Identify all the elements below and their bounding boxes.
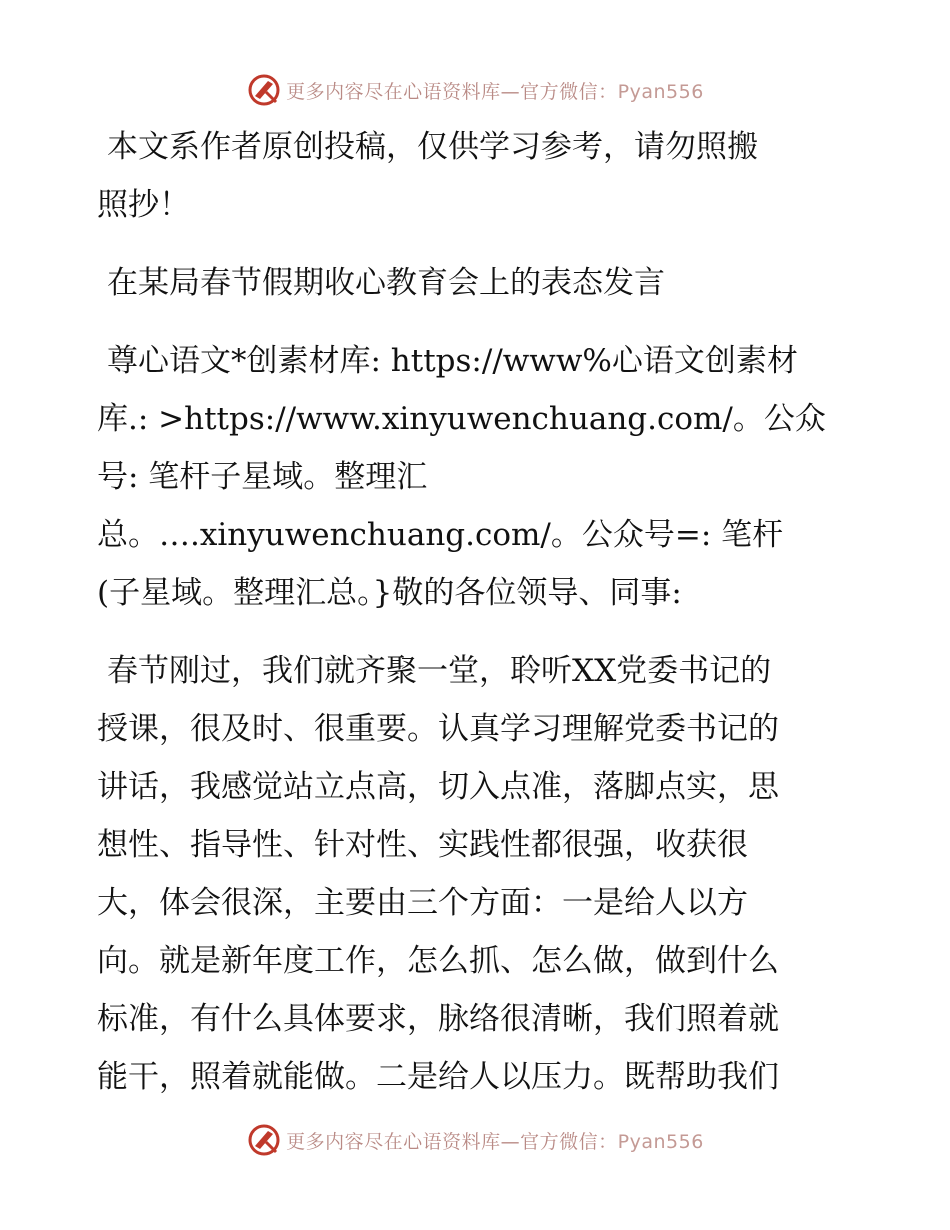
text-line: 向。就是新年度工作，怎么抓、怎么做，做到什么 <box>97 943 779 979</box>
text-line: 总。….xinyuwenchuang.com/。公众号=: 笔杆 <box>97 517 784 553</box>
text-line: 讲话，我感觉站立点高，切入点准，落脚点实，思 <box>97 769 779 805</box>
salutation-paragraph <box>97 332 857 622</box>
text-line: 号: 笔杆子星域。整理汇 <box>97 459 428 495</box>
footer-watermark-banner <box>0 1120 950 1160</box>
text-line: 标准，有什么具体要求，脉络很清晰，我们照着就 <box>97 1001 779 1037</box>
text-line: 库.: >https://www.xinyuwenchuang.com/。公众 <box>97 401 826 437</box>
text-line: 想性、指导性、针对性、实践性都很强，收获很 <box>97 827 748 863</box>
text-line: 尊心语文*创素材库: https://www%心语文创素材 <box>107 343 798 379</box>
banner-text: 更多内容尽在心语资料库—官方微信：Pyan556 <box>286 1130 704 1153</box>
logo-icon <box>246 1122 282 1158</box>
text-line: 照抄！ <box>97 187 190 223</box>
text-line: (子星域。整理汇总。}敬的各位领导、同事: <box>97 575 682 611</box>
document-body <box>97 118 857 1106</box>
text-line: 能干，照着就能做。二是给人以压力。既帮助我们 <box>97 1059 779 1095</box>
text-line: 大，体会很深，主要由三个方面：一是给人以方 <box>97 885 748 921</box>
text-line: 春节刚过，我们就齐聚一堂，聆听XX党委书记的 <box>107 653 772 689</box>
title-paragraph <box>97 254 857 312</box>
text-line: 授课，很及时、很重要。认真学习理解党委书记的 <box>97 711 779 747</box>
logo-icon <box>246 72 282 108</box>
body-paragraph <box>97 642 857 1106</box>
banner-text: 更多内容尽在心语资料库—官方微信：Pyan556 <box>286 80 704 103</box>
header-watermark-banner <box>0 70 950 110</box>
document-title: 在某局春节假期收心教育会上的表态发言 <box>107 265 665 301</box>
disclaimer-paragraph <box>97 118 857 234</box>
text-line: 本文系作者原创投稿，仅供学习参考，请勿照搬 <box>107 129 758 165</box>
